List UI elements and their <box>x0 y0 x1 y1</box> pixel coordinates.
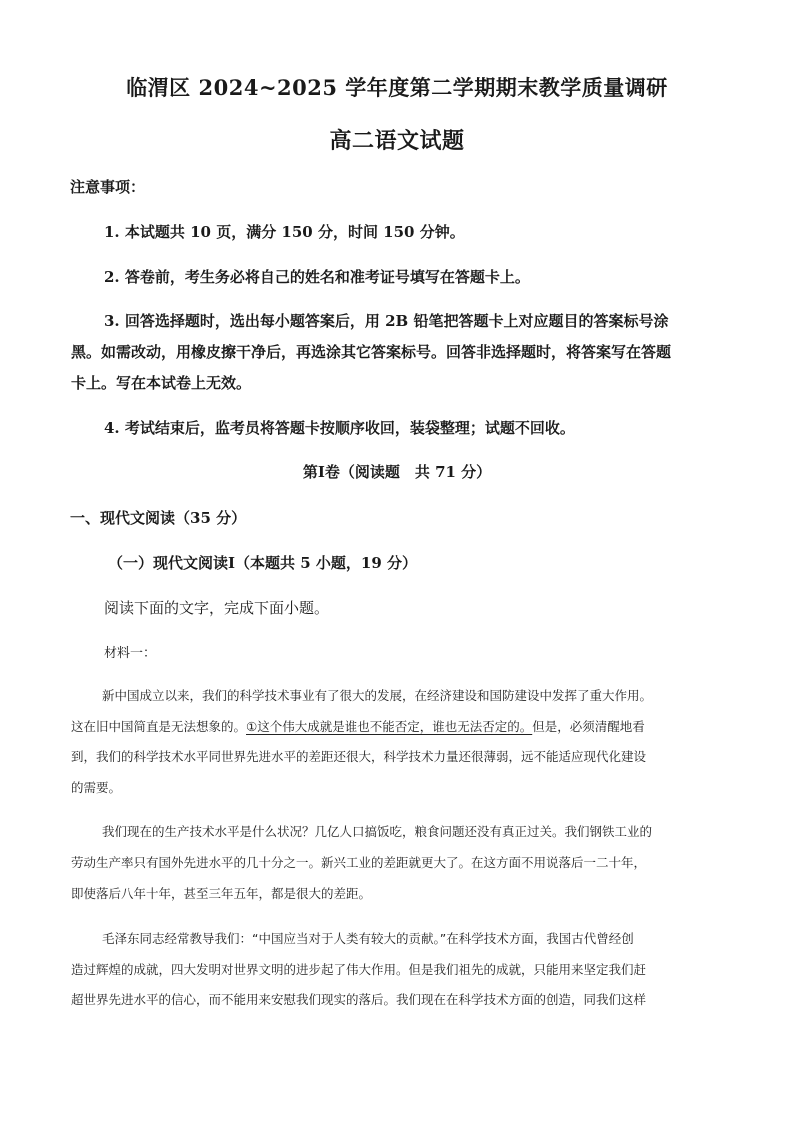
passage-p1-line-2 <box>71 717 645 735</box>
passage-p1-line-3: 到，我们的科学技术水平同世界先进水平的差距还很大，科学技术力量还很薄弱，远不能适应现代化建设 <box>71 749 647 764</box>
page-title: 临渭区 2024~2025 学年度第二学期期末教学质量调研 <box>126 75 668 100</box>
subsection-heading: （一）现代文阅读Ⅰ（本题共 5 小题，19 分） <box>108 554 417 572</box>
underlined-sentence-1: ①这个伟大成就是谁也不能否定，谁也无法否定的。 <box>246 719 533 734</box>
passage-text: 这在旧中国简直是无法想象的。 <box>71 719 247 734</box>
passage-p2-line-2: 劳动生产率只有国外先进水平的几十分之一。新兴工业的差距就更大了。在这方面不用说落后一二十年， <box>71 855 647 870</box>
notes-heading: 注意事项： <box>70 178 146 196</box>
reading-instruction: 阅读下面的文字，完成下面小题。 <box>104 599 330 617</box>
note-item-3-line-1: 3. 回答选择题时，选出每小题答案后，用 2B 铅笔把答题卡上对应题目的答案标号涂 <box>104 312 669 330</box>
passage-p2-line-1: 我们现在的生产技术水平是什么状况？几亿人口搞饭吃，粮食问题还没有真正过关。我们钢铁工业的 <box>102 824 653 839</box>
page-subtitle: 高二语文试题 <box>329 128 465 154</box>
passage-p1-line-4: 的需要。 <box>71 780 122 795</box>
passage-p3-line-3: 超世界先进水平的信心，而不能用来安慰我们现实的落后。我们现在在科学技术方面的创造，同我们这样 <box>71 992 647 1007</box>
volume-heading: 第Ⅰ卷（阅读题 共 71 分） <box>302 463 492 481</box>
note-item-2: 2. 答卷前，考生务必将自己的姓名和准考证号填写在答题卡上。 <box>104 268 530 286</box>
passage-p1-line-1: 新中国成立以来，我们的科学技术事业有了很大的发展，在经济建设和国防建设中发挥了重大作用。 <box>102 688 653 703</box>
passage-p3-line-2: 造过辉煌的成就，四大发明对世界文明的进步起了伟大作用。但是我们祖先的成就，只能用来坚定我们赶 <box>71 962 647 977</box>
passage-text: 但是，必须清醒地看 <box>532 719 645 734</box>
passage-p3-line-1: 毛泽东同志经常教导我们：“中国应当对于人类有较大的贡献。”在科学技术方面，我国古代曾经创 <box>102 931 634 946</box>
note-item-3-line-2: 黑。如需改动，用橡皮擦干净后，再选涂其它答案标号。回答非选择题时，将答案写在答题 <box>71 343 672 361</box>
note-item-4: 4. 考试结束后，监考员将答题卡按顺序收回，装袋整理；试题不回收。 <box>104 419 575 437</box>
section-heading: 一、现代文阅读（35 分） <box>70 509 247 527</box>
passage-p2-line-3: 即使落后八年十年，甚至三年五年，都是很大的差距。 <box>71 886 372 901</box>
note-item-1: 1. 本试题共 10 页，满分 150 分，时间 150 分钟。 <box>104 223 465 241</box>
note-item-3-line-3: 卡上。写在本试卷上无效。 <box>71 374 252 392</box>
material-label: 材料一： <box>104 646 157 661</box>
